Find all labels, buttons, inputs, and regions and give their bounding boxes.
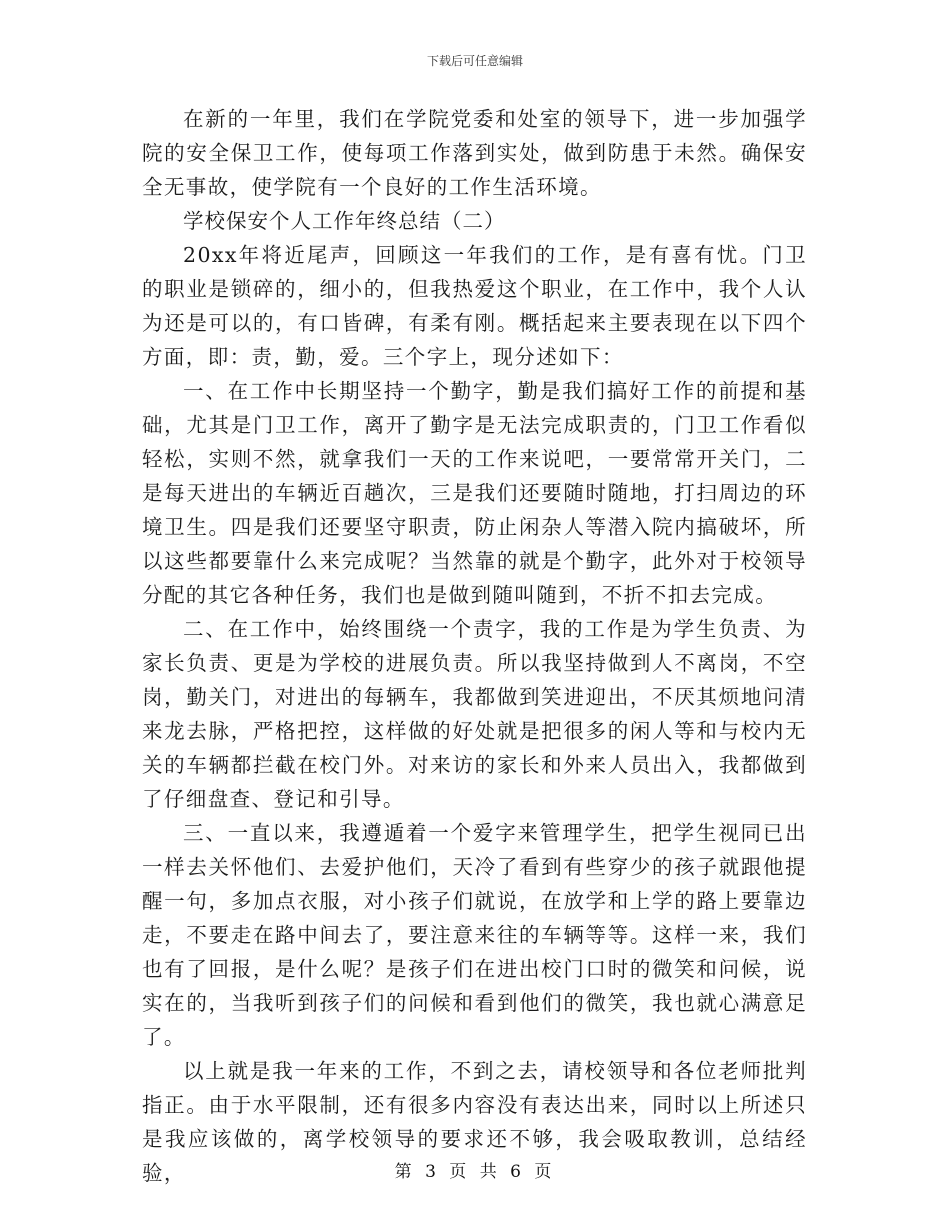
document-body (142, 102, 807, 1190)
paragraph: 三、一直以来，我遵遁着一个爱字来管理学生，把学生视同已出一样去关怀他们、去爱护他们，天冷了看到有些穿少的孩子就跟他提醒一句，多加点衣服，对小孩子们就说，在放学和上学的路上要靠边走，不要走在路中间去了，要注意来往的车辆等等。这样一来，我们也有了回报，是什么呢？是孩子们在进出校门口时的微笑和问候，说实在的，当我听到孩子们的问候和看到他们的微笑，我也就心满意足了。 (142, 821, 807, 1049)
paragraph: 20xx年将近尾声，回顾这一年我们的工作，是有喜有忧。门卫的职业是锁碎的，细小的，但我热爱这个职业，在工作中，我个人认为还是可以的，有口皆碑，有柔有刚。概括起来主要表现在以下四个方面，即：责，勤，爱。三个字上，现分述如下： (142, 243, 807, 369)
page-number-footer: 第 3 页 共 6 页 (394, 1162, 556, 1182)
paragraph: 一、在工作中长期坚持一个勤字，勤是我们搞好工作的前提和基础，尤其是门卫工作，离开了勤字是无法完成职责的，门卫工作看似轻松，实则不然，就拿我们一天的工作来说吧，一要常常开关门，二是每天进出的车辆近百趟次，三是我们还要随时随地，打扫周边的环境卫生。四是我们还要坚守职责，防止闲杂人等潜入院内搞破坏，所以这些都要靠什么来完成呢？当然靠的就是个勤字，此外对于校领导分配的其它各种任务，我们也是做到随叫随到，不折不扣去完成。 (142, 379, 807, 607)
paragraph: 以上就是我一年来的工作，不到之去，请校领导和各位老师批判指正。由于水平限制，还有很多内容没有表达出来，同时以上所述只是我应该做的，离学校领导的要求还不够，我会吸取教训，总结经验， (142, 1059, 807, 1185)
page-header-note: 下载后可任意编辑 (426, 54, 523, 68)
paragraph: 在新的一年里，我们在学院党委和处室的领导下，进一步加强学院的安全保卫工作，使每项工作落到实处，做到防患于未然。确保安全无事故，使学院有一个良好的工作生活环境。 (142, 107, 807, 199)
section-heading: 学校保安个人工作年终总结（二） (183, 209, 506, 233)
paragraph: 二、在工作中，始终围绕一个责字，我的工作是为学生负责、为家长负责、更是为学校的进展负责。所以我坚持做到人不离岗，不空岗，勤关门，对进出的每辆车，我都做到笑进迎出，不厌其烦地问清来龙去脉，严格把控，这样做的好处就是把很多的闲人等和与校内无关的车辆都拦截在校门外。对来访的家长和外来人员出入，我都做到了仔细盘查、登记和引导。 (142, 617, 807, 811)
